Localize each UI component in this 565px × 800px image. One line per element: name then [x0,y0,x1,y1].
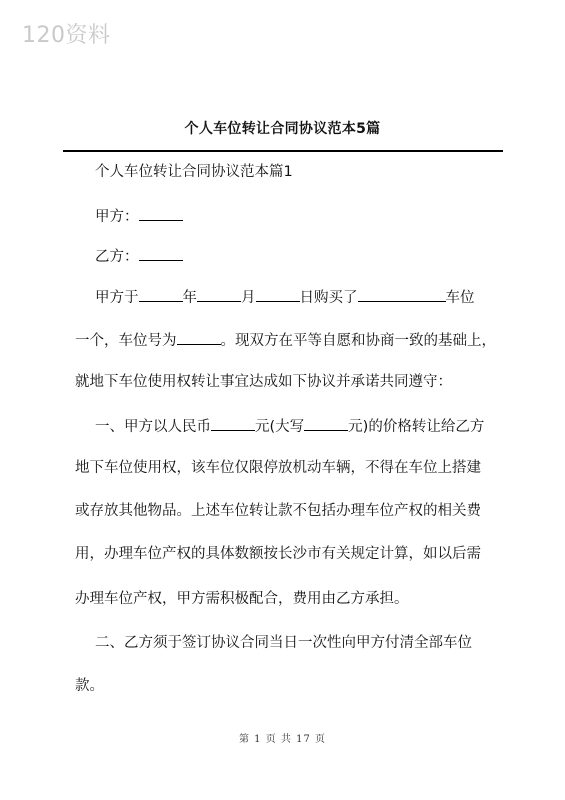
clause1-line2: 地下车位使用权，该车位仅限停放机动车辆，不得在车位上搭建 [75,460,481,476]
clause1-text-a: 一、甲方以人民币 [95,419,211,435]
purchase-text-1: 甲方于 [95,290,139,306]
watermark: 120资料 [22,23,111,48]
clause1-text-b: 元(大写 [255,419,305,435]
para1-line2 [75,329,496,351]
clause1-line5: 办理车位产权，甲方需积极配合，费用由乙方承担。 [75,591,409,607]
purchase-text-5: 车位 [445,290,475,306]
party-a-label: 甲方： [95,209,139,225]
page-footer: 第 1 页 共 17 页 [239,734,326,745]
clause1-line1 [95,415,484,437]
para1-line3: 就地下车位使用权转让事宜达成如下协议并承诺共同遵守： [75,374,452,390]
purchase-text-4: 日购买了 [299,290,358,306]
month-blank [197,286,241,302]
amount-words-blank [304,415,348,431]
day-blank [256,286,300,302]
title-rule [63,150,503,152]
clause1-text-c: 元)的价格转让给乙方 [348,419,485,435]
document-title: 个人车位转让合同协议范本5篇 [184,121,381,137]
clause1-line3: 或存放其他物品。上述车位转让款不包括办理车位产权的相关费 [75,503,481,519]
party-a-line [95,205,183,227]
spot-number-blank [177,329,221,345]
para1-line2-text-b: 。现双方在平等自愿和协商一致的基础上， [220,333,496,349]
purchase-text-2: 年 [182,290,197,306]
amount-blank [211,415,255,431]
clause2-line1: 二、乙方须于签订协议合同当日一次性向甲方付清全部车位 [95,635,472,651]
purchase-text-3: 月 [241,290,256,306]
party-b-label: 乙方： [95,249,139,265]
section-heading: 个人车位转让合同协议范本篇1 [95,164,293,180]
location-blank [358,286,446,302]
para1-line2-text-a: 一个，车位号为 [75,333,177,349]
clause1-line4: 用，办理车位产权的具体数额按长沙市有关规定计算，如以后需 [75,546,481,562]
clause2-line2: 款。 [75,678,104,694]
party-b-blank [139,245,183,261]
party-a-blank [139,205,183,221]
year-blank [139,286,183,302]
purchase-line [95,286,475,308]
party-b-line [95,245,183,267]
